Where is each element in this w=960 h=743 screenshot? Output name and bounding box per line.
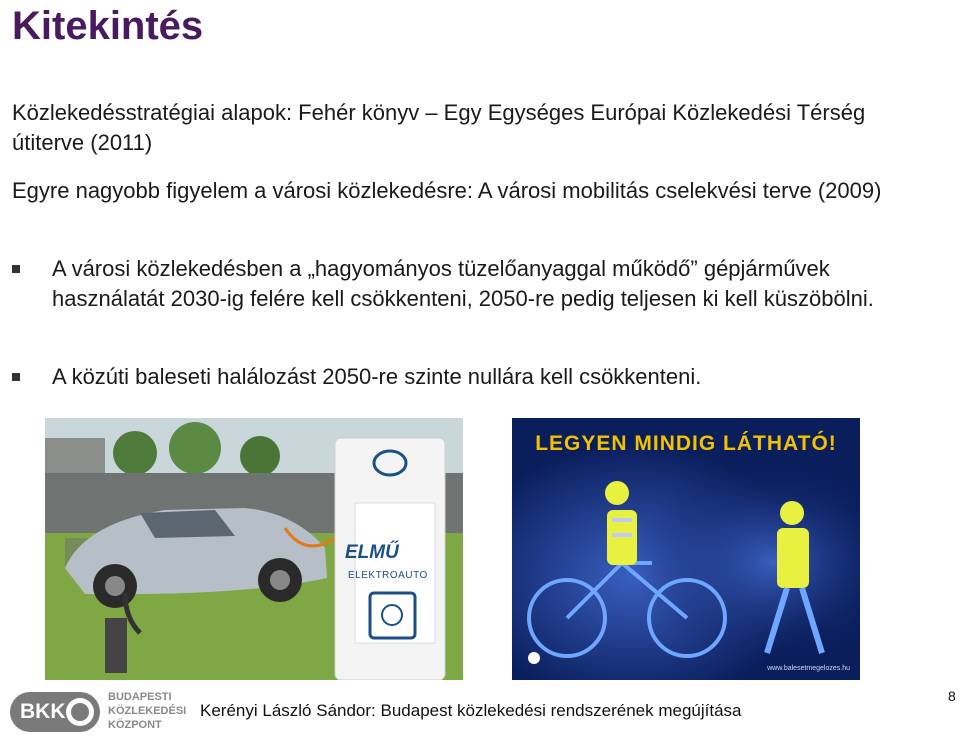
bullet-text: A városi közlekedésben a „hagyományos tüzelőanyaggal működő” gépjárművek használatát 2030-ig felére kell csökkenteni, 2050-re pedig teljesen ki kell küszöbölni. (52, 256, 874, 311)
bkk-logo-name (108, 690, 186, 732)
paragraph-white-paper: Közlekedésstratégiai alapok: Fehér könyv – Egy Egységes Európai Közlekedési Térség útiterve (2011) (12, 100, 866, 155)
electric-car-charging-photo (45, 418, 463, 680)
page-number: 8 (948, 688, 956, 704)
logo-line: KÖZPONT (108, 719, 162, 731)
bullet-item (12, 254, 942, 314)
charging-station-subtitle: ELEKTROAUTO (348, 570, 428, 581)
bkk-logo-letters: BKK (20, 700, 66, 723)
footer-author: Kerényi László Sándor: Budapest közlekedési rendszerének megújítása (200, 701, 742, 720)
bullet-item (12, 362, 942, 392)
logo-line: KÖZLEKEDÉSI (108, 705, 187, 717)
car-photo-illustration (45, 418, 463, 680)
logo-line: BUDAPESTI (108, 691, 172, 703)
slide-title: Kitekintés (12, 4, 204, 48)
poster-headline: LEGYEN MINDIG LÁTHATÓ! (535, 432, 837, 455)
bullet-text: A közúti baleseti halálozást 2050-re szinte nullára kell csökkenteni. (52, 364, 702, 389)
visibility-poster (512, 418, 860, 680)
paragraph-urban-mobility: Egyre nagyobb figyelem a városi közlekedésre: A városi mobilitás cselekvési terve (2009) (12, 178, 882, 203)
poster-illustration (512, 418, 860, 680)
poster-url: www.balesetmegelozes.hu (767, 665, 850, 672)
square-bullet-icon (12, 373, 20, 381)
square-bullet-icon (12, 265, 20, 273)
charging-station-brand: ELMŰ (345, 542, 399, 563)
bkk-logo (8, 688, 198, 736)
